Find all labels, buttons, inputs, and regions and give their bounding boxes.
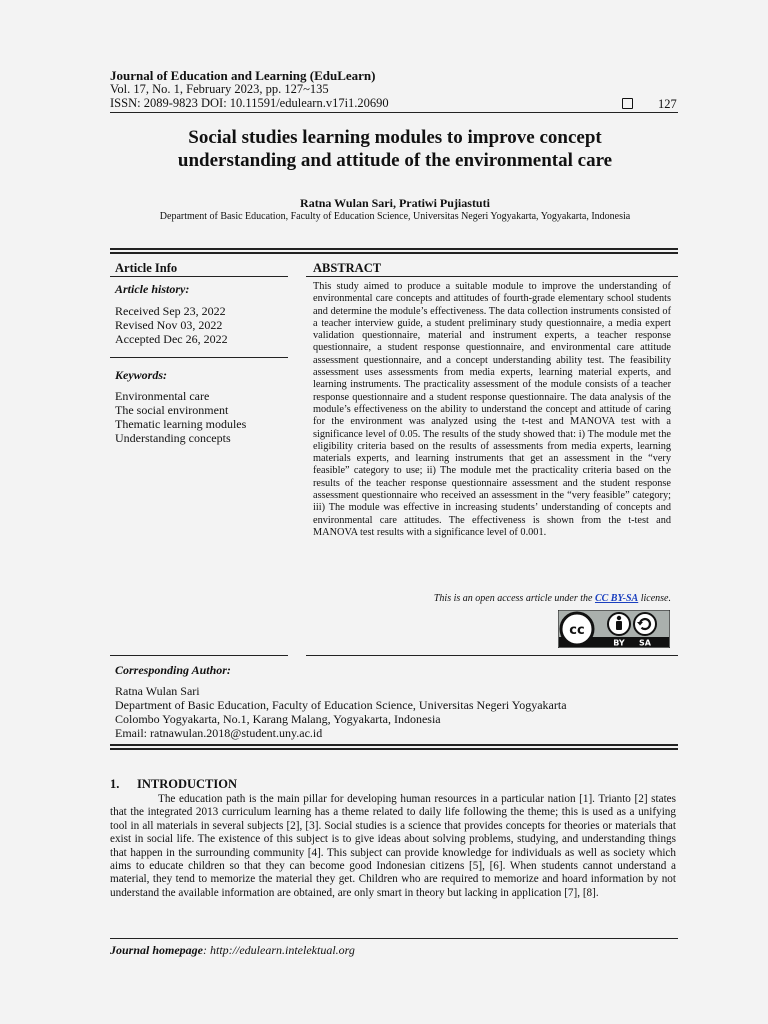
cc-by-sa-badge[interactable] bbox=[558, 610, 670, 648]
header-rule bbox=[110, 112, 678, 113]
article-history-heading: Article history: bbox=[115, 282, 190, 296]
footer-rule bbox=[110, 938, 678, 939]
homepage-url[interactable]: : http://edulearn.intelektual.org bbox=[203, 943, 355, 957]
by-label: BY bbox=[613, 638, 625, 648]
license-note bbox=[313, 593, 671, 604]
issn-doi-line: ISSN: 2089-9823 DOI: 10.11591/edulearn.v17i1.20690 bbox=[110, 96, 389, 110]
top-double-rule-1 bbox=[110, 248, 678, 250]
top-double-rule-2 bbox=[110, 252, 678, 254]
title-line-1: Social studies learning modules to improve concept bbox=[188, 127, 602, 148]
authors: Ratna Wulan Sari, Pratiwi Pujiastuti bbox=[300, 196, 490, 210]
title-line-2: understanding and attitude of the environmental care bbox=[177, 150, 613, 171]
abstract-bottom-rule bbox=[306, 655, 678, 656]
bottom-double-rule-2 bbox=[110, 748, 678, 750]
history-rule bbox=[110, 357, 288, 358]
license-prefix: This is an open access article under the bbox=[433, 593, 595, 604]
journal-name: Journal of Education and Learning (EduLearn) bbox=[110, 68, 376, 83]
abstract-heading: ABSTRACT bbox=[313, 261, 382, 275]
sa-label: SA bbox=[639, 638, 651, 648]
page-square-icon bbox=[622, 98, 633, 109]
page-number: 127 bbox=[658, 97, 677, 111]
journal-homepage bbox=[110, 943, 355, 958]
keyword-item: Environmental care bbox=[115, 389, 210, 403]
keywords-heading: Keywords: bbox=[115, 368, 167, 382]
keyword-item: Thematic learning modules bbox=[115, 417, 247, 431]
bottom-double-rule-1 bbox=[110, 744, 678, 746]
corresponding-heading: Corresponding Author: bbox=[115, 663, 231, 677]
attribution-icon bbox=[608, 613, 630, 635]
intro-number: 1. bbox=[110, 777, 120, 791]
share-alike-icon bbox=[634, 613, 656, 635]
corresponding-email[interactable]: Email: ratnawulan.2018@student.uny.ac.id bbox=[115, 726, 323, 740]
abstract-rule bbox=[306, 276, 678, 277]
corresponding-dept: Department of Basic Education, Faculty of Education Science, Universitas Negeri Yogyakarta bbox=[115, 698, 567, 712]
license-suffix: license. bbox=[638, 593, 671, 604]
keyword-item: Understanding concepts bbox=[115, 431, 231, 445]
corresponding-address: Colombo Yogyakarta, No.1, Karang Malang, Yogyakarta, Indonesia bbox=[115, 712, 441, 726]
received-date: Received Sep 23, 2022 bbox=[115, 304, 226, 318]
revised-date: Revised Nov 03, 2022 bbox=[115, 318, 223, 332]
accepted-date: Accepted Dec 26, 2022 bbox=[115, 332, 228, 346]
intro-heading: INTRODUCTION bbox=[137, 777, 238, 791]
article-info-rule bbox=[110, 276, 288, 277]
corresponding-name: Ratna Wulan Sari bbox=[115, 684, 200, 698]
intro-paragraph: The education path is the main pillar for developing human resources in a particular nation [1]. Trianto [2] states that the integrated 2013 curriculum learning has a theme related to daily life following the theme; this is used as a unifying tool in all materials in several subjects [2], [3]. Social studies is a science that provides concepts for theories or materials that exist in social life. The existence of this subject is to give ideas about solving problems, studying, and understanding things that happen in the surrounding community [4]. This subject can provide knowledge for individuals as well as society which aims to educate children so that they can become good Indonesian citizens [5], [6]. When students cannot understand a material, they tend to memorize the material they get. Children who are required to memorize and hoard information by not understand the available information are obtained, are only smart in theory but lacking in application [7], [8]. bbox=[110, 793, 676, 899]
article-title bbox=[110, 126, 680, 172]
volume-line: Vol. 17, No. 1, February 2023, pp. 127~135 bbox=[110, 82, 329, 96]
homepage-label: Journal homepage bbox=[110, 943, 204, 957]
info-bottom-rule bbox=[110, 655, 288, 656]
cc-icon bbox=[561, 613, 593, 645]
svg-text:cc: cc bbox=[569, 623, 585, 638]
affiliation: Department of Basic Education, Faculty of Education Science, Universitas Negeri Yogyakarta, Yogyakarta, Indonesia bbox=[159, 211, 631, 222]
cc-by-sa-link[interactable]: CC BY-SA bbox=[594, 593, 639, 604]
keyword-item: The social environment bbox=[115, 403, 229, 417]
abstract-text: This study aimed to produce a suitable module to improve the understanding of environmental care concepts and attitudes of fourth-grade elementary school students and determine the module’s effectiveness. The data collection instruments consisted of a teacher interview guide, a student preliminary study questionnaire, a media expert validation questionnaire, material and instrument experts, a teacher response questionnaire, a student response questionnaire, and environmental care attitude assessment questionnaire, and a concept understanding ability test. The feasibility assessment uses assessments from media experts, learning material experts, and learning instruments. The practicality assessment of the module consists of a teacher response questionnaire and a student response questionnaire. The data analysis of the module’s effectiveness on the ability to understand the concept and attitude of caring for the environment was analyzed using the t-test and MANOVA test with a significance level of 0.05. The results of the study showed that: i) The module met the eligibility criteria based on the results of assessments from media experts, learning materials experts, and learning instruments that get an assessment in the “very feasible” category to use; ii) The module met the practicality criteria based on the results of the teacher response questionnaire assessment and the student response assessment questionnaire who received an assessment in the “very feasible” category; iii) The module was effective in increasing students’ understanding of concepts and environmental care attitudes. The effectiveness is shown from the t-test and MANOVA test results with a significance level of 0.001. bbox=[313, 281, 671, 538]
article-info-heading: Article Info bbox=[115, 261, 178, 275]
